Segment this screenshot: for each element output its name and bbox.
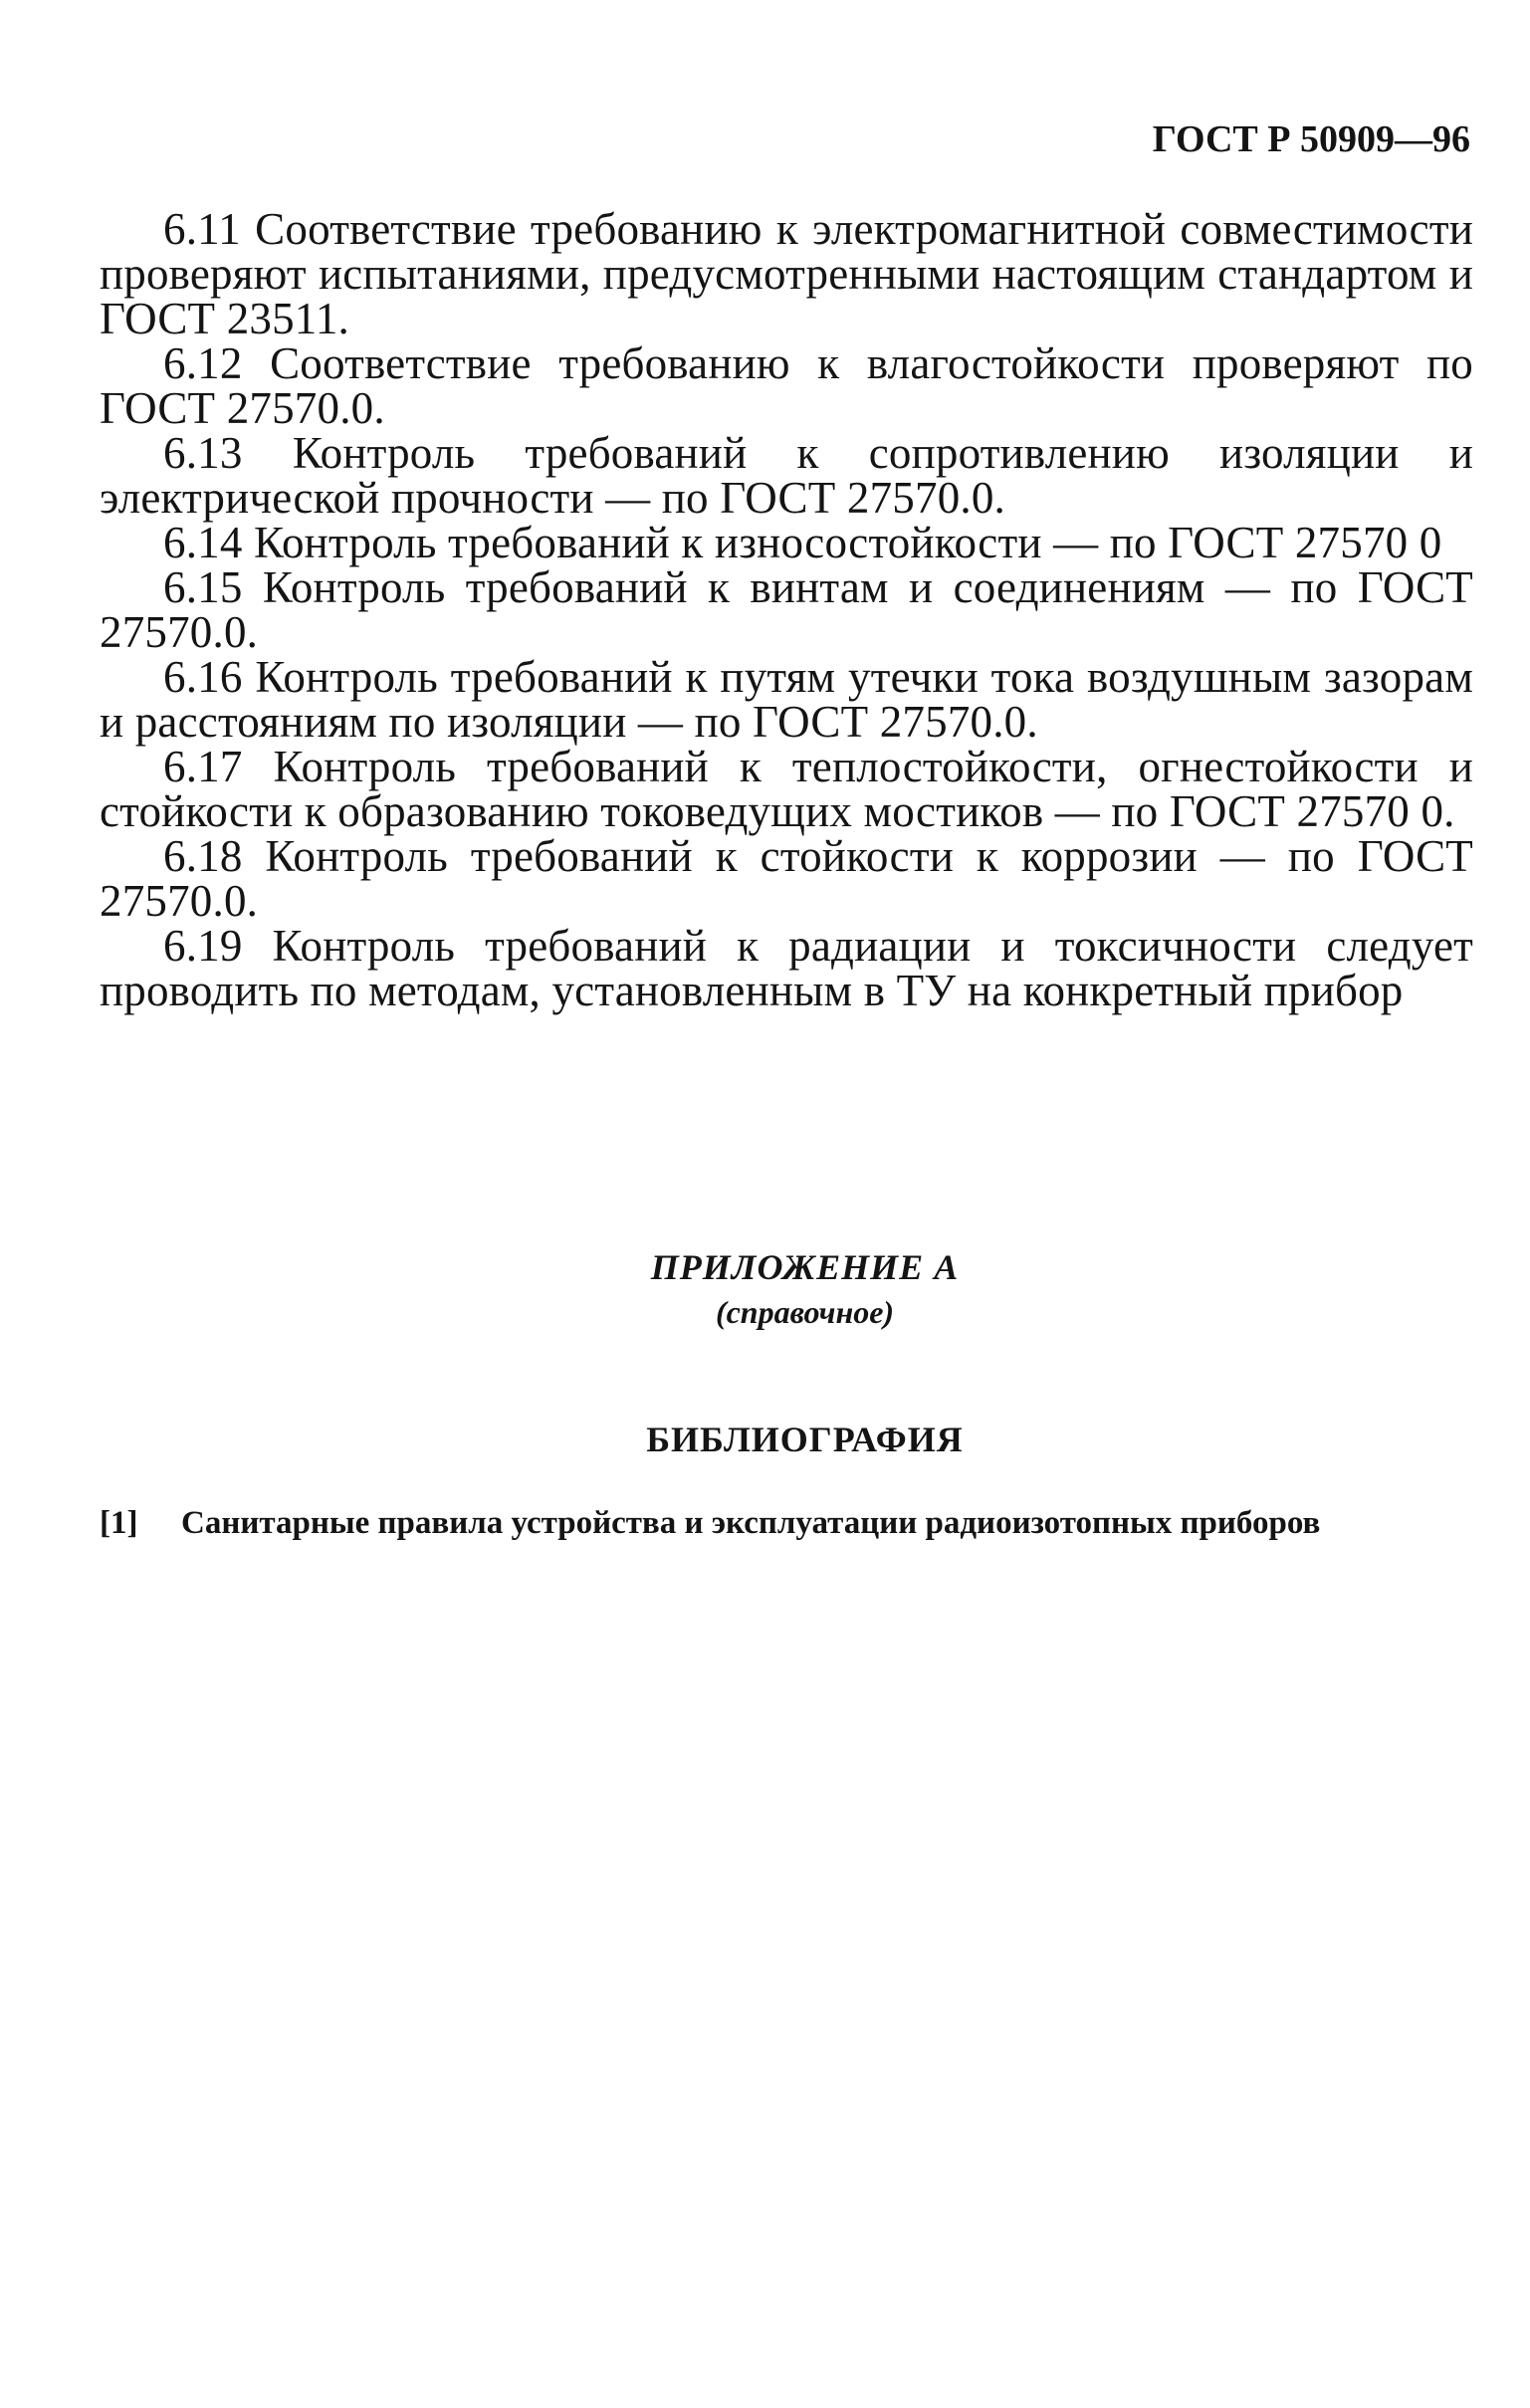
bibliography-item xyxy=(100,1505,1473,1542)
appendix-subtitle: (справочное) xyxy=(715,1294,895,1330)
paragraph-6-11: 6.11 Соответствие требованию к электромагнитной совместимости проверяют испытаниями, предусмотренными настоящим стандартом и ГОСТ 23511. xyxy=(100,204,1473,343)
paragraph-6-19: 6.19 Контроль требований к радиации и токсичности следует проводить по методам, установленным в ТУ на конкретный прибор xyxy=(100,921,1473,1015)
paragraph-6-15: 6.15 Контроль требований к винтам и соединениям — по ГОСТ 27570.0. xyxy=(100,562,1473,657)
document-id-header: ГОСТ Р 50909—96 xyxy=(1152,118,1470,160)
bibliography-item-text: Санитарные правила устройства и эксплуатации радиоизотопных приборов xyxy=(181,1505,1321,1541)
paragraph-6-14: 6.14 Контроль требований к износостойкости — по ГОСТ 27570 0 xyxy=(163,518,1442,567)
paragraph-6-13: 6.13 Контроль требований к сопротивлению изоляции и электрической прочности — по ГОСТ 27570.0. xyxy=(100,428,1473,523)
paragraph-6-12: 6.12 Соответствие требованию к влагостойкости проверяют по ГОСТ 27570.0. xyxy=(100,338,1473,433)
bibliography-title: БИБЛИОГРАФИЯ xyxy=(646,1420,964,1459)
appendix-heading xyxy=(0,1246,1530,1331)
paragraph-6-18: 6.18 Контроль требований к стойкости к коррозии — по ГОСТ 27570.0. xyxy=(100,831,1473,926)
paragraph-6-17: 6.17 Контроль требований к теплостойкости, огнестойкости и стойкости к образованию токоведущих мостиков — по ГОСТ 27570 0. xyxy=(100,742,1473,836)
body-text xyxy=(100,204,1473,1015)
appendix-title: ПРИЛОЖЕНИЕ А xyxy=(650,1247,960,1287)
bibliography-list xyxy=(100,1505,1473,1542)
bibliography-item-number: [1] xyxy=(100,1505,138,1541)
paragraph-6-16: 6.16 Контроль требований к путям утечки тока воздушным зазорам и расстояниям по изоляции — по ГОСТ 27570.0. xyxy=(100,652,1473,747)
